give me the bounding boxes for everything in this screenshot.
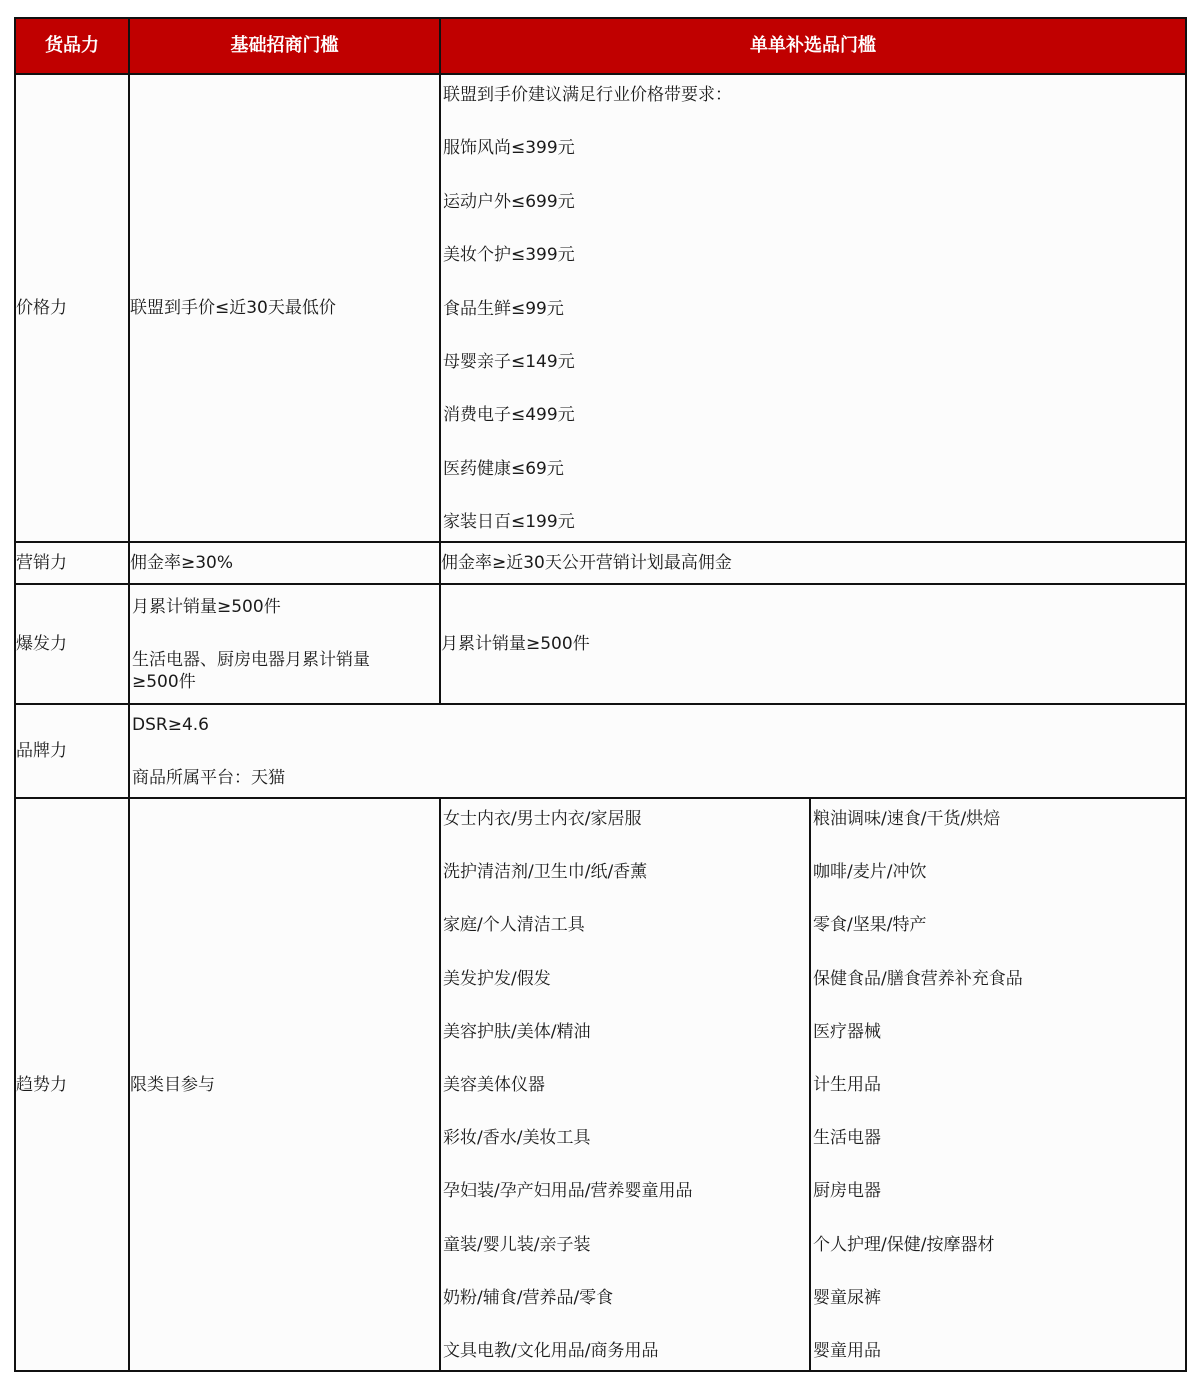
price-band-item: 运动户外≤699元 — [443, 191, 575, 212]
category-item: 生活电器 — [813, 1128, 881, 1149]
burst-basic-lines — [130, 588, 439, 700]
category-item: 美容美体仪器 — [443, 1074, 545, 1095]
category-item: 婴童尿裤 — [813, 1287, 881, 1308]
category-item: 文具电教/文化用品/商务用品 — [443, 1340, 659, 1361]
row-price-basic: 联盟到手价≤近30天最低价 — [129, 74, 440, 542]
row-price-label: 价格力 — [15, 74, 129, 542]
price-band-item: 医药健康≤69元 — [443, 458, 564, 479]
row-burst-basic — [129, 584, 440, 704]
row-trend-label: 趋势力 — [15, 798, 129, 1371]
price-band-item: 母婴亲子≤149元 — [443, 351, 575, 372]
category-item: 童装/婴儿装/亲子装 — [443, 1234, 591, 1255]
brand-line: DSR≥4.6 — [132, 715, 209, 735]
header-select-threshold: 单单补选品门槛 — [440, 18, 1186, 74]
price-band-item: 美妆个护≤399元 — [443, 245, 575, 266]
row-trend-right — [810, 798, 1186, 1371]
row-brand-label: 品牌力 — [15, 704, 129, 798]
category-item: 咖啡/麦片/冲饮 — [813, 862, 927, 883]
price-band-intro: 联盟到手价建议满足行业价格带要求： — [443, 85, 732, 105]
row-brand — [15, 704, 1186, 798]
trend-category-list-left — [441, 799, 809, 1370]
header-basic-threshold: 基础招商门槛 — [129, 18, 440, 74]
category-item: 零食/坚果/特产 — [813, 915, 927, 936]
header-row — [15, 18, 1186, 74]
row-trend-basic: 限类目参与 — [129, 798, 440, 1371]
category-item: 计生用品 — [813, 1074, 881, 1095]
requirements-table — [14, 17, 1187, 1372]
row-price — [15, 74, 1186, 542]
trend-category-list-right — [811, 799, 1185, 1370]
brand-line: 商品所属平台：天猫 — [132, 768, 285, 788]
row-burst-label: 爆发力 — [15, 584, 129, 704]
category-item: 彩妆/香水/美妆工具 — [443, 1128, 591, 1149]
row-burst — [15, 584, 1186, 704]
burst-basic-line: 月累计销量≥500件 — [132, 597, 281, 617]
burst-basic-line: 生活电器、厨房电器月累计销量≥500件 — [132, 650, 370, 692]
category-item: 婴童用品 — [813, 1340, 881, 1361]
category-item: 粮油调味/速食/干货/烘焙 — [813, 809, 1001, 829]
header-goods-power: 货品力 — [15, 18, 129, 74]
category-item: 家庭/个人清洁工具 — [443, 915, 585, 936]
row-marketing-select: 佣金率≥近30天公开营销计划最高佣金 — [440, 542, 1186, 584]
row-marketing — [15, 542, 1186, 584]
price-band-item: 家装日百≤199元 — [443, 512, 575, 532]
category-item: 奶粉/辅食/营养品/零食 — [443, 1287, 614, 1308]
row-trend-left — [440, 798, 810, 1371]
category-item: 孕妇装/孕产妇用品/营养婴童用品 — [443, 1181, 693, 1202]
row-brand-value — [129, 704, 1186, 798]
row-burst-select: 月累计销量≥500件 — [440, 584, 1186, 704]
price-band-item: 食品生鲜≤99元 — [443, 298, 564, 319]
row-trend — [15, 798, 1186, 1371]
row-price-select — [440, 74, 1186, 542]
category-item: 医疗器械 — [813, 1021, 881, 1042]
category-item: 美发护发/假发 — [443, 968, 551, 989]
category-item: 保健食品/膳食营养补充食品 — [813, 968, 1023, 989]
price-band-item: 消费电子≤499元 — [443, 405, 575, 426]
price-band-item: 服饰风尚≤399元 — [443, 138, 575, 159]
category-item: 个人护理/保健/按摩器材 — [813, 1234, 995, 1255]
category-item: 女士内衣/男士内衣/家居服 — [443, 809, 642, 829]
category-item: 洗护清洁剂/卫生巾/纸/香薰 — [443, 862, 648, 883]
row-marketing-label: 营销力 — [15, 542, 129, 584]
brand-lines — [130, 706, 1185, 796]
category-item: 美容护肤/美体/精油 — [443, 1021, 591, 1042]
row-marketing-basic: 佣金率≥30% — [129, 542, 440, 584]
category-item: 厨房电器 — [813, 1181, 881, 1202]
price-band-list — [441, 75, 1185, 541]
